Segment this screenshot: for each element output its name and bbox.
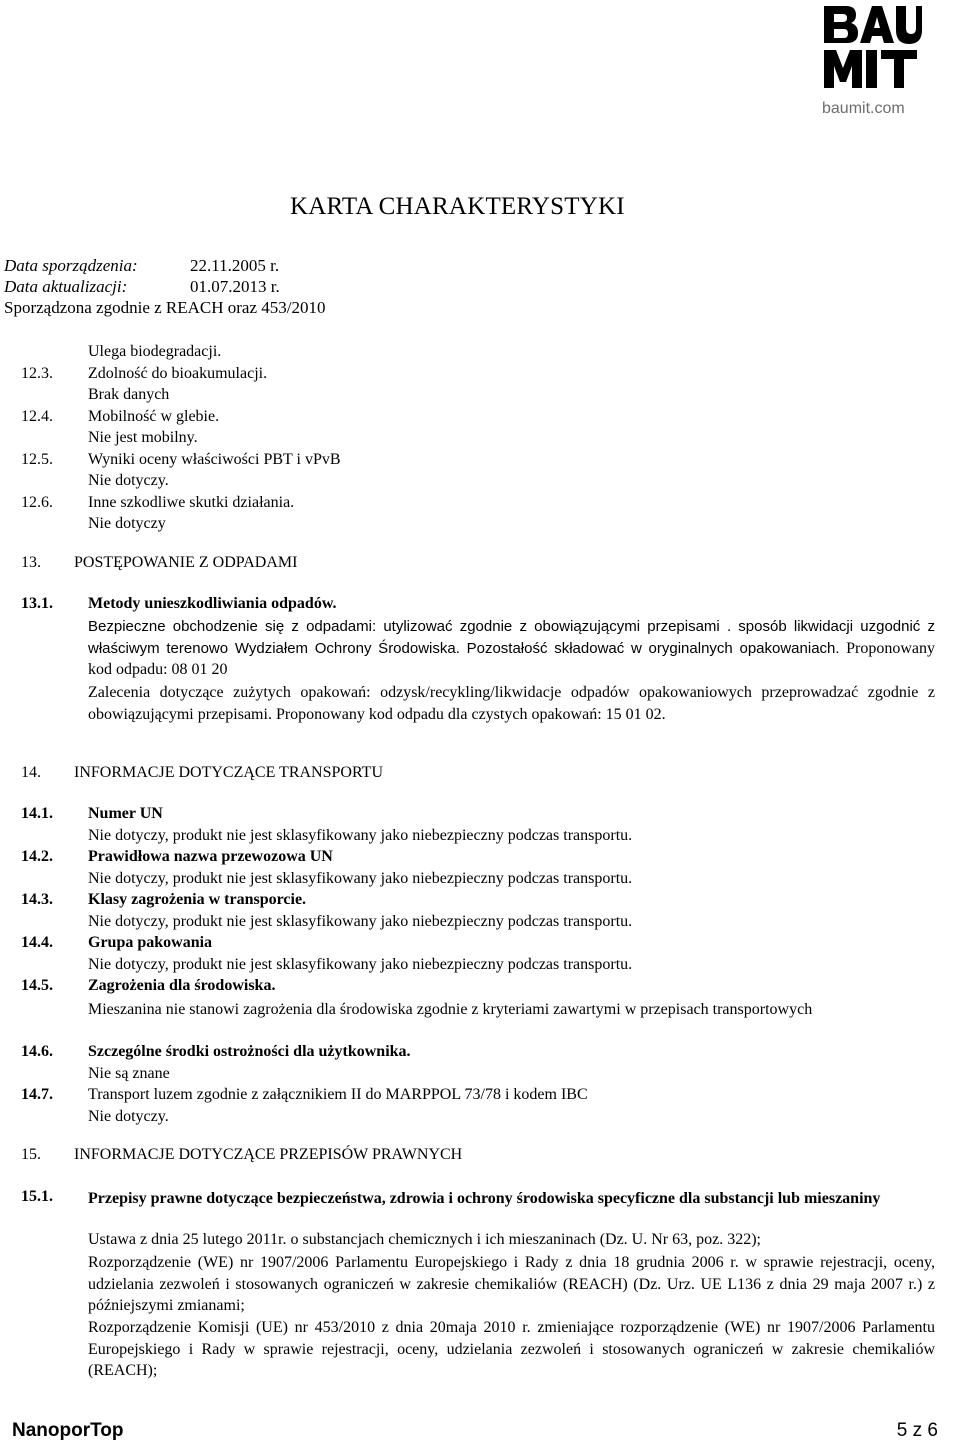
updated-date-label: Data aktualizacji:: [4, 277, 128, 296]
s14-2-title: Prawidłowa nazwa przewozowa UN: [88, 848, 333, 865]
s12-3-title: Zdolność do bioakumulacji.: [88, 365, 268, 382]
s12-5-num: 12.5.: [21, 451, 53, 468]
s13-heading: POSTĘPOWANIE Z ODPADAMI: [74, 554, 298, 571]
s13-1-paragraph-main: Bezpieczne obchodzenie się z odpadami: utylizować zgodnie z obowiązującymi przepisami . sposób likwidacji uzgodnić z właściwym terenowo Wydziałem Ochrony Środowiska. Pozostałość składować w oryginalnych opakowaniach.: [88, 618, 935, 657]
s12-intro: Ulega biodegradacji.: [88, 343, 222, 360]
s12-4-title: Mobilność w glebie.: [88, 408, 220, 425]
s15-1-commission-regulation: Rozporządzenie Komisji (UE) nr 453/2010 z dnia 20maja 2010 r. zmieniające rozporządzenie (WE) nr 1907/2006 Parlamentu Europejskiego i Rady w sprawie rejestracji, oceny, udzielania zezwoleń i stosowanych ograniczeń w zakresie chemikaliów (REACH);: [88, 1319, 935, 1379]
s14-5-num: 14.5.: [21, 977, 53, 994]
s13-1-num: 13.1.: [21, 595, 53, 612]
reach-note: Sporządzona zgodnie z REACH oraz 453/2010: [4, 298, 326, 317]
s12-5-title: Wyniki oceny właściwości PBT i vPvB: [88, 451, 341, 468]
s15-1-act: Ustawa z dnia 25 lutego 2011r. o substancjach chemicznych i ich mieszaninach (Dz. U. Nr 63, poz. 322);: [88, 1231, 761, 1248]
s14-1-text: Nie dotyczy, produkt nie jest sklasyfikowany jako niebezpieczny podczas transportu.: [88, 827, 633, 844]
s14-heading: INFORMACJE DOTYCZĄCE TRANSPORTU: [74, 764, 383, 781]
s12-6-text: Nie dotyczy: [88, 515, 166, 532]
s14-5-title: Zagrożenia dla środowiska.: [88, 977, 276, 994]
footer-page-number: 5 z 6: [896, 1420, 938, 1441]
s14-1-title: Numer UN: [88, 805, 163, 822]
footer-product-name: NanoporTop: [12, 1420, 124, 1441]
logo-url: baumit.com: [822, 100, 905, 117]
s14-7-num: 14.7.: [21, 1086, 53, 1103]
s15-num: 15.: [21, 1146, 41, 1163]
s14-6-text: Nie są znane: [88, 1065, 170, 1082]
document-title: KARTA CHARAKTERYSTYKI: [290, 193, 625, 220]
s14-6-num: 14.6.: [21, 1043, 53, 1060]
s15-1-reach-regulation: Rozporządzenie (WE) nr 1907/2006 Parlamentu Europejskiego i Rady z dnia 18 grudnia 2006 r. w sprawie rejestracji, oceny, udzielania zezwoleń i stosowanych ograniczeń w zakresie chemikaliów (REACH) (Dz. Urz. UE L136 z dnia 29 maja 2007 r.) z późniejszymi zmianami;: [88, 1254, 935, 1314]
s12-5-text: Nie dotyczy.: [88, 472, 169, 489]
s14-7-title: Transport luzem zgodnie z załącznikiem II do MARPPOL 73/78 i kodem IBC: [88, 1086, 588, 1103]
created-date-value: 22.11.2005 r.: [190, 256, 280, 275]
s14-num: 14.: [21, 764, 41, 781]
s12-3-text: Brak danych: [88, 386, 170, 403]
s14-3-text: Nie dotyczy, produkt nie jest sklasyfikowany jako niebezpieczny podczas transportu.: [88, 913, 633, 930]
s14-5-text: Mieszanina nie stanowi zagrożenia dla środowiska zgodnie z kryteriami zawartymi w przepisach transportowych: [88, 1001, 813, 1018]
s15-1-num: 15.1.: [21, 1188, 53, 1205]
s12-3-num: 12.3.: [21, 365, 53, 382]
s14-4-text: Nie dotyczy, produkt nie jest sklasyfikowany jako niebezpieczny podczas transportu.: [88, 956, 633, 973]
created-date-label: Data sporządzenia:: [4, 256, 138, 275]
s12-6-title: Inne szkodliwe skutki działania.: [88, 494, 295, 511]
s14-1-num: 14.1.: [21, 805, 53, 822]
baumit-logo: [822, 2, 922, 120]
s12-6-num: 12.6.: [21, 494, 53, 511]
s13-num: 13.: [21, 554, 41, 571]
s13-1-title: Metody unieszkodliwiania odpadów.: [88, 595, 337, 612]
s14-6-title: Szczególne środki ostrożności dla użytkownika.: [88, 1043, 411, 1060]
s14-4-num: 14.4.: [21, 934, 53, 951]
s14-2-num: 14.2.: [21, 848, 53, 865]
s12-4-text: Nie jest mobilny.: [88, 429, 198, 446]
s14-2-text: Nie dotyczy, produkt nie jest sklasyfikowany jako niebezpieczny podczas transportu.: [88, 870, 633, 887]
s13-1-paragraph: [88, 616, 935, 681]
s12-4-num: 12.4.: [21, 408, 53, 425]
updated-date-value: 01.07.2013 r.: [190, 277, 280, 296]
s15-1-title: Przepisy prawne dotyczące bezpieczeństwa, zdrowia i ochrony środowiska specyficzne dla substancji lub mieszaniny: [88, 1190, 881, 1207]
s14-4-title: Grupa pakowania: [88, 934, 213, 951]
s15-heading: INFORMACJE DOTYCZĄCE PRZEPISÓW PRAWNYCH: [74, 1146, 463, 1163]
s14-3-num: 14.3.: [21, 891, 53, 908]
s14-7-text: Nie dotyczy.: [88, 1108, 169, 1125]
s13-1-waste-code: Proponowany kod odpadu: 08 01 20: [88, 639, 935, 678]
s13-1-packaging-paragraph: Zalecenia dotyczące zużytych opakowań: odzysk/recykling/likwidacje odpadów opakowaniowych przeprowadzać zgodnie z obowiązującymi przepisami. Proponowany kod odpadu dla czystych opakowań: 15 01 02.: [88, 684, 935, 723]
s14-3-title: Klasy zagrożenia w transporcie.: [88, 891, 307, 908]
